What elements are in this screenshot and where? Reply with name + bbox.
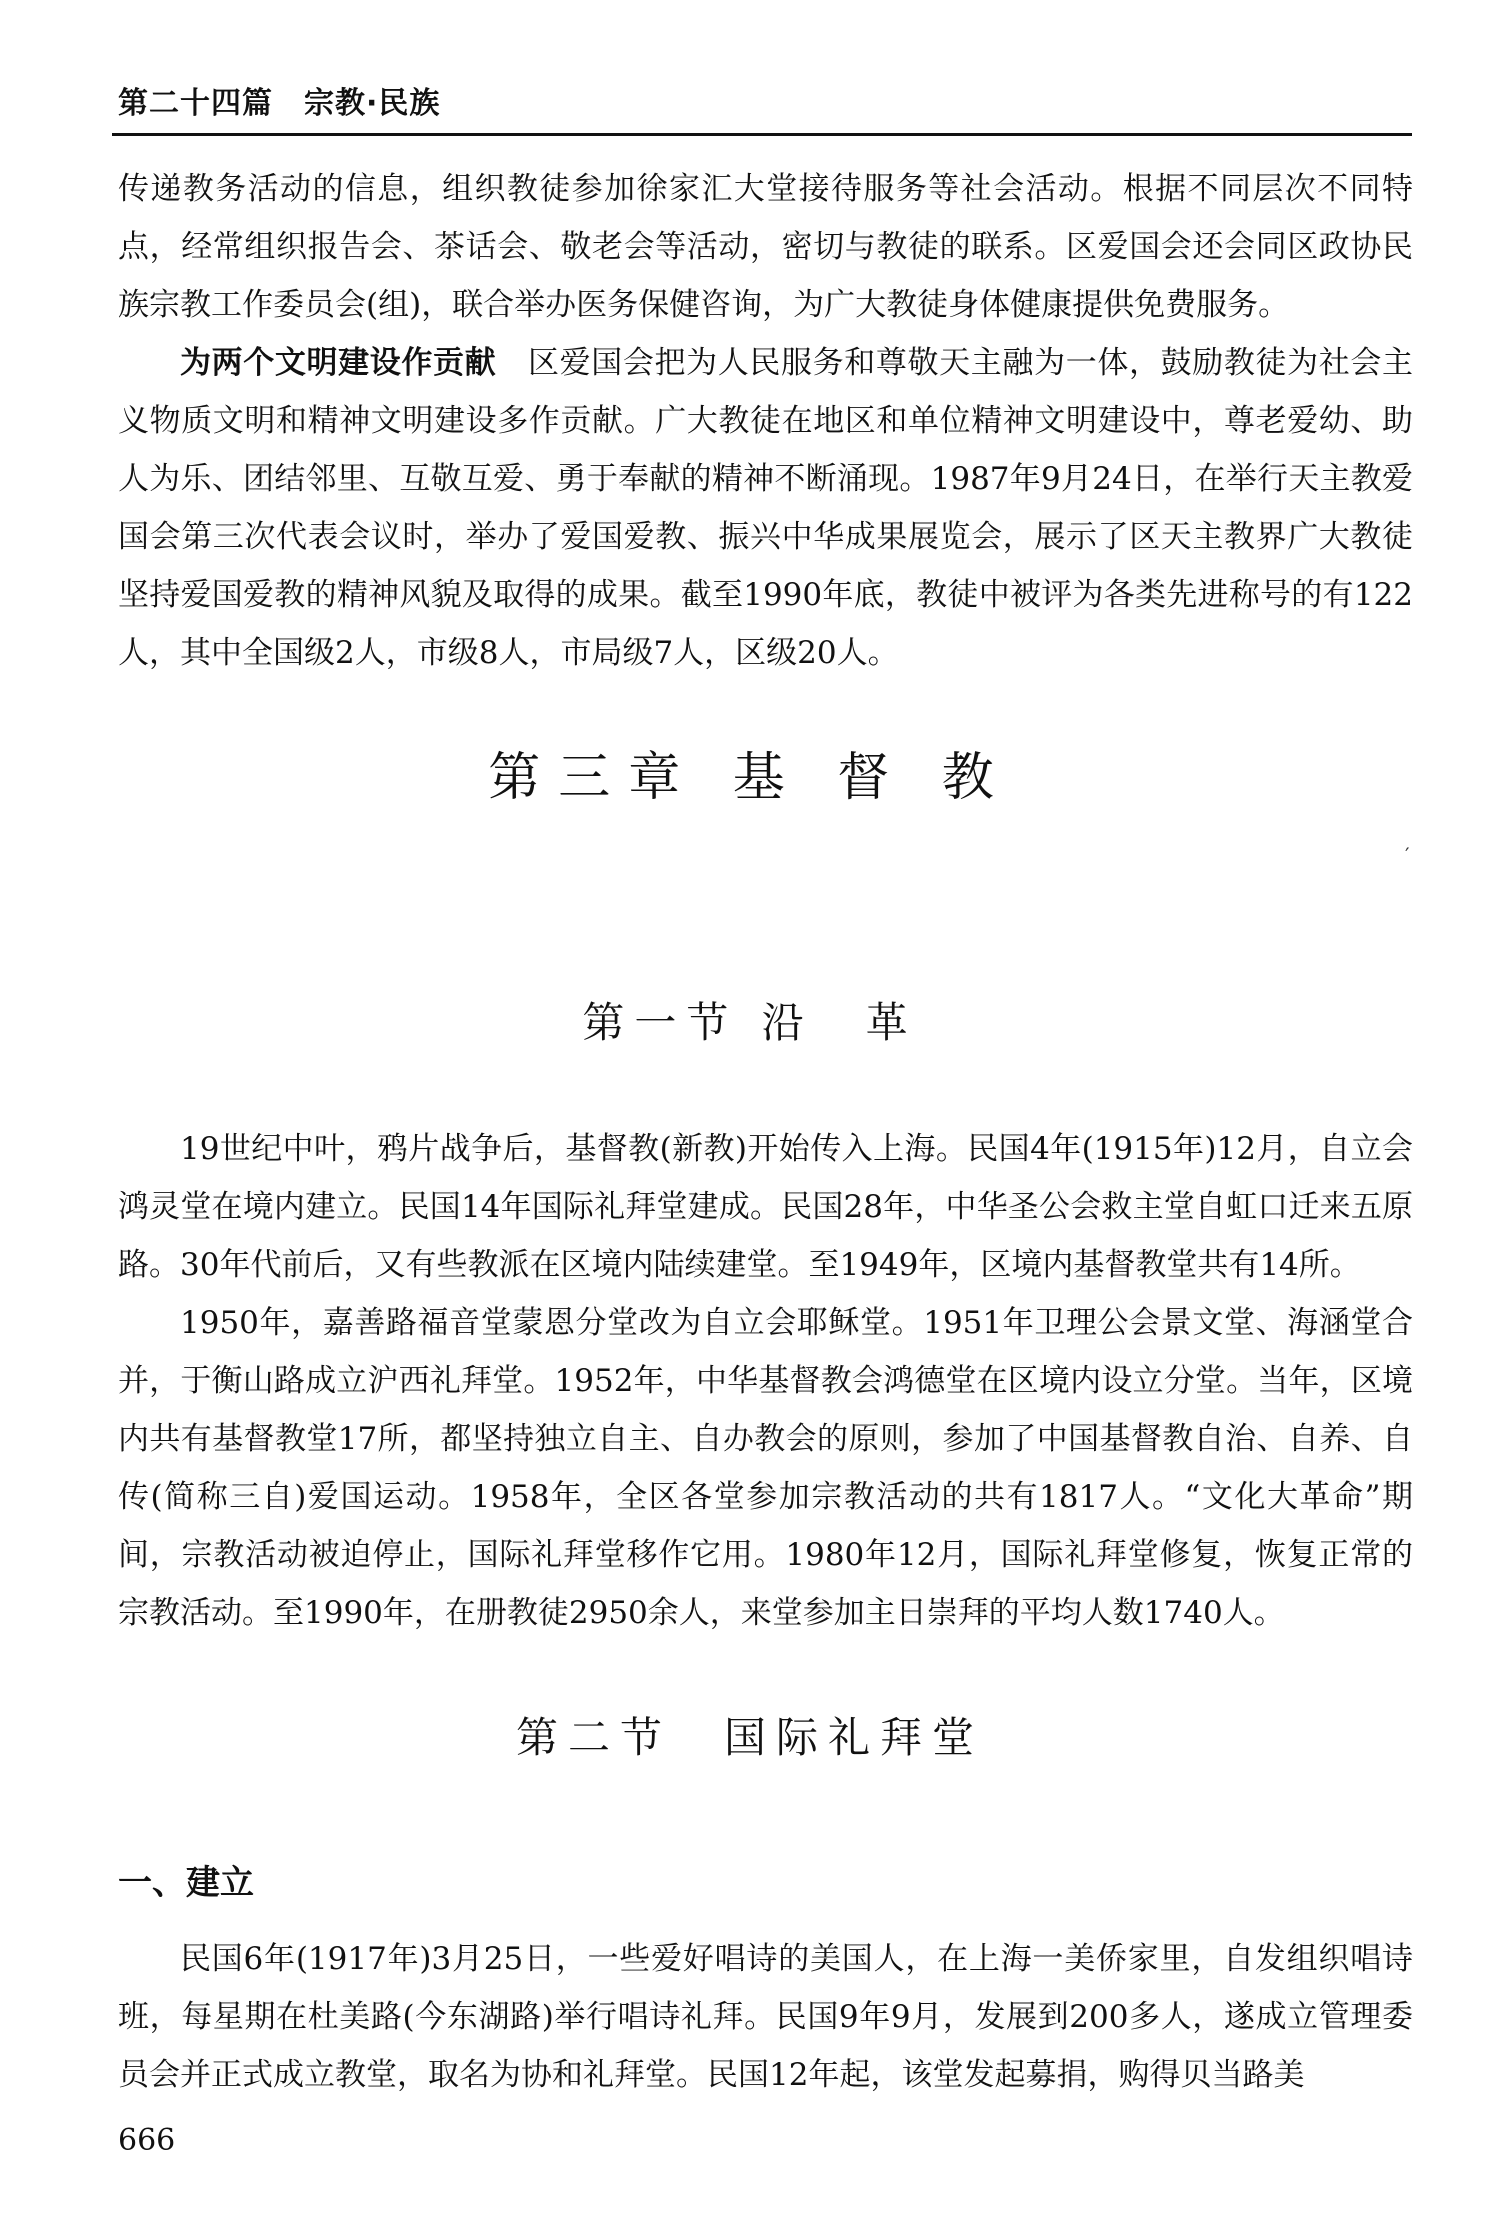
intro-paragraph-2 bbox=[118, 334, 1413, 682]
paragraph-lead-heading: 为两个文明建设作贡献 bbox=[180, 345, 497, 381]
chapter-title: 第三章 基 督 教 bbox=[488, 748, 1012, 808]
section-title-1: 第一节 沿 革 bbox=[582, 998, 918, 1047]
section1-paragraph-1: 19世纪中叶，鸦片战争后，基督教(新教)开始传入上海。民国4年(1915年)12月，自立会鸿灵堂在境内建立。民国14年国际礼拜堂建成。民国28年，中华圣公会救主堂自虹口迁来五原路。30年代前后，又有些教派在区境内陆续建堂。至1949年，区境内基督教堂共有14所。 bbox=[118, 1131, 1413, 1283]
page-number: 666 bbox=[118, 2123, 176, 2158]
paragraph-body: 区爱国会把为人民服务和尊敬天主融为一体，鼓励教徒为社会主义物质文明和精神文明建设多作贡献。广大教徒在地区和单位精神文明建设中，尊老爱幼、助人为乐、团结邻里、互敬互爱、勇于奉献的精神不断涌现。1987年9月24日，在举行天主教爱国会第三次代表会议时，举办了爱国爱教、振兴中华成果展览会，展示了区天主教界广大教徒坚持爱国爱教的精神风貌及取得的成果。截至1990年底，教徒中被评为各类先进称号的有122人，其中全国级2人，市级8人，市局级7人，区级20人。 bbox=[118, 345, 1414, 671]
subheading-establishment: 一、建立 bbox=[118, 1863, 254, 1903]
running-header: 第二十四篇 宗教·民族 bbox=[118, 86, 441, 121]
section2-paragraph-1: 民国6年(1917年)3月25日，一些爱好唱诗的美国人，在上海一美侨家里，自发组织唱诗班，每星期在杜美路(今东湖路)举行唱诗礼拜。民国9年9月，发展到200多人，遂成立管理委员会并正式成立教堂，取名为协和礼拜堂。民国12年起，该堂发起募捐，购得贝当路美 bbox=[118, 1941, 1413, 2093]
section1-text bbox=[118, 1120, 1413, 1642]
section-title-2: 第二节 国际礼拜堂 bbox=[515, 1713, 984, 1762]
margin-mark: ′ bbox=[1405, 843, 1410, 867]
header-rule bbox=[112, 133, 1412, 136]
intro-text bbox=[118, 160, 1413, 682]
intro-paragraph-1: 传递教务活动的信息，组织教徒参加徐家汇大堂接待服务等社会活动。根据不同层次不同特点，经常组织报告会、茶话会、敬老会等活动，密切与教徒的联系。区爱国会还会同区政协民族宗教工作委员会(组)，联合举办医务保健咨询，为广大教徒身体健康提供免费服务。 bbox=[118, 171, 1413, 323]
section1-paragraph-2: 1950年，嘉善路福音堂蒙恩分堂改为自立会耶稣堂。1951年卫理公会景文堂、海涵堂合并，于衡山路成立沪西礼拜堂。1952年，中华基督教会鸿德堂在区境内设立分堂。当年，区境内共有基督教堂17所，都坚持独立自主、自办教会的原则，参加了中国基督教自治、自养、自传(简称三自)爱国运动。1958年，全区各堂参加宗教活动的共有1817人。“文化大革命”期间，宗教活动被迫停止，国际礼拜堂移作它用。1980年12月，国际礼拜堂修复，恢复正常的宗教活动。至1990年，在册教徒2950余人，来堂参加主日崇拜的平均人数1740人。 bbox=[118, 1305, 1413, 1631]
section2-text bbox=[118, 1930, 1413, 2104]
